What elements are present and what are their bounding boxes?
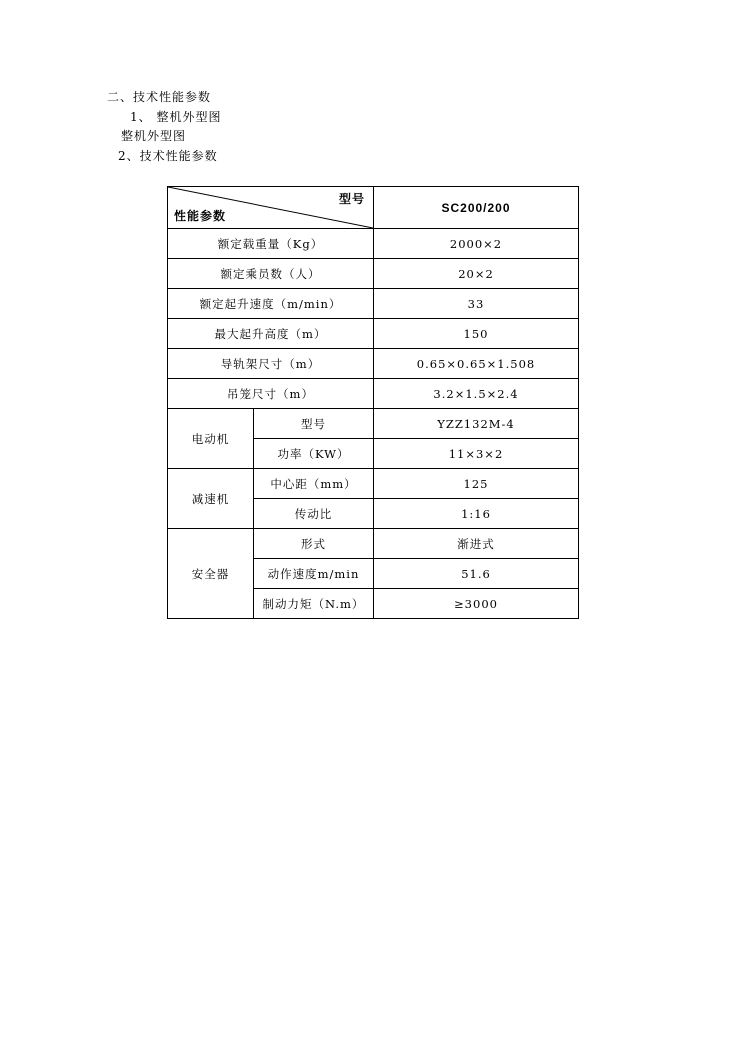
table-row: [168, 529, 579, 559]
table-row: [168, 379, 579, 409]
sub-label: 功率（KW）: [254, 439, 374, 469]
table-row: [168, 469, 579, 499]
header-model-label: 型号: [338, 192, 365, 206]
sub-label: 形式: [254, 529, 374, 559]
table-row: [168, 289, 579, 319]
table-row: [168, 319, 579, 349]
sub-value: ≥3000: [374, 589, 579, 619]
table-row: [168, 259, 579, 289]
diagonal-header-cell: [168, 187, 374, 229]
sub-value: 125: [374, 469, 579, 499]
sub-value: 51.6: [374, 559, 579, 589]
sub-label: 型号: [254, 409, 374, 439]
group-label-safety: 安全器: [168, 529, 254, 619]
row-label: 额定载重量（Kg）: [168, 229, 374, 259]
sub-label: 制动力矩（N.m）: [254, 589, 374, 619]
sub-value: 1:16: [374, 499, 579, 529]
sub-label: 动作速度m/min: [254, 559, 374, 589]
row-label: 额定起升速度（m/min）: [168, 289, 374, 319]
item2-heading: 2、技术性能参数: [118, 149, 218, 163]
header-param-label: 性能参数: [174, 209, 227, 223]
row-label: 额定乘员数（人）: [168, 259, 374, 289]
table-row: [168, 349, 579, 379]
table-header-row: [168, 187, 579, 229]
sub-value: YZZ132M-4: [374, 409, 579, 439]
sub-value: 渐进式: [374, 529, 579, 559]
table-row: [168, 229, 579, 259]
sub-label: 中心距（mm）: [254, 469, 374, 499]
section-heading: 二、技术性能参数: [107, 90, 212, 104]
row-label: 吊笼尺寸（m）: [168, 379, 374, 409]
row-value: 2000×2: [374, 229, 579, 259]
sub-value: 11×3×2: [374, 439, 579, 469]
row-value: 150: [374, 319, 579, 349]
sub-label: 传动比: [254, 499, 374, 529]
header-model-value: SC200/200: [374, 187, 579, 229]
row-value: 3.2×1.5×2.4: [374, 379, 579, 409]
row-value: 0.65×0.65×1.508: [374, 349, 579, 379]
spec-table: [167, 186, 579, 619]
item1-caption: 整机外型图: [121, 129, 187, 143]
row-value: 33: [374, 289, 579, 319]
group-label-motor: 电动机: [168, 409, 254, 469]
item1-heading: 1、 整机外型图: [130, 110, 222, 124]
row-value: 20×2: [374, 259, 579, 289]
group-label-reducer: 减速机: [168, 469, 254, 529]
table-row: [168, 409, 579, 439]
row-label: 导轨架尺寸（m）: [168, 349, 374, 379]
row-label: 最大起升高度（m）: [168, 319, 374, 349]
